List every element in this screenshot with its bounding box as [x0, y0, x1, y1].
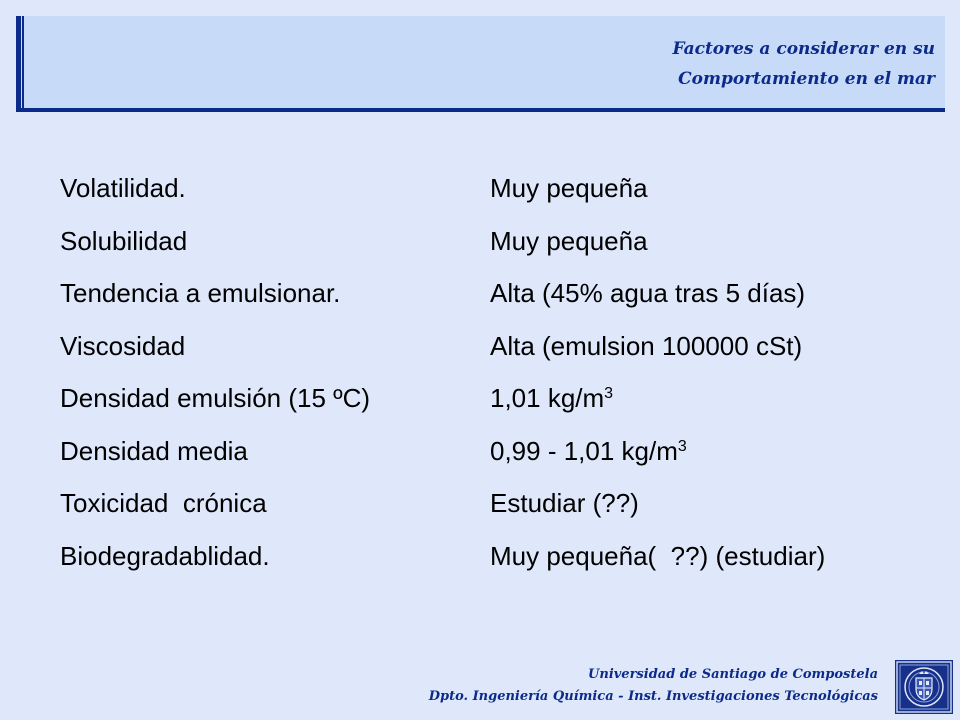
property-value	[490, 320, 802, 372]
property-label: Viscosidad	[60, 330, 186, 361]
university-seal-icon	[895, 660, 953, 714]
property-value	[490, 162, 648, 214]
property-label: Solubilidad	[60, 225, 188, 256]
property-value-sup: 3	[677, 437, 687, 455]
header-left-rule	[16, 16, 21, 108]
slide-title-line-1: Factores a considerar en su	[672, 39, 935, 59]
footer-university: Universidad de Santiago de Compostela	[588, 667, 878, 682]
property-label: Densidad emulsión (15 ºC)	[60, 383, 371, 413]
property-value-text: Alta (45% agua tras 5 días)	[490, 278, 806, 308]
property-value-text: Muy pequeña	[490, 225, 648, 256]
property-value-text: 1,01 kg/m	[490, 383, 605, 413]
property-value	[490, 530, 825, 582]
slide-title	[672, 34, 935, 94]
property-value-text: Estudiar (??)	[490, 488, 639, 518]
header-left-rule-thin	[22, 16, 24, 108]
property-value	[490, 215, 648, 267]
property-value	[490, 372, 613, 424]
slide-title-line-2: Comportamiento en el mar	[678, 69, 935, 89]
property-value	[490, 425, 687, 477]
property-label: Tendencia a emulsionar.	[60, 278, 341, 308]
footer-credits	[429, 664, 878, 708]
property-value-text: Muy pequeña	[490, 173, 648, 203]
header-banner	[16, 16, 945, 112]
header-bottom-rule	[16, 108, 945, 112]
property-label: Volatilidad.	[60, 173, 186, 203]
property-value-sup: 3	[604, 385, 614, 402]
property-value	[490, 477, 639, 529]
property-label: Biodegradablidad.	[60, 540, 270, 571]
property-label: Toxicidad crónica	[60, 488, 267, 518]
property-value-text: 0,99 - 1,01 kg/m	[490, 435, 678, 466]
footer-department: Dpto. Ingeniería Química - Inst. Investigaciones Tecnológicas	[428, 689, 878, 704]
property-label: Densidad media	[60, 435, 248, 466]
property-value	[490, 267, 805, 319]
university-seal-graphic	[895, 660, 953, 714]
property-value-text: Muy pequeña( ??) (estudiar)	[490, 540, 826, 571]
property-value-text: Alta (emulsion 100000 cSt)	[490, 330, 803, 361]
